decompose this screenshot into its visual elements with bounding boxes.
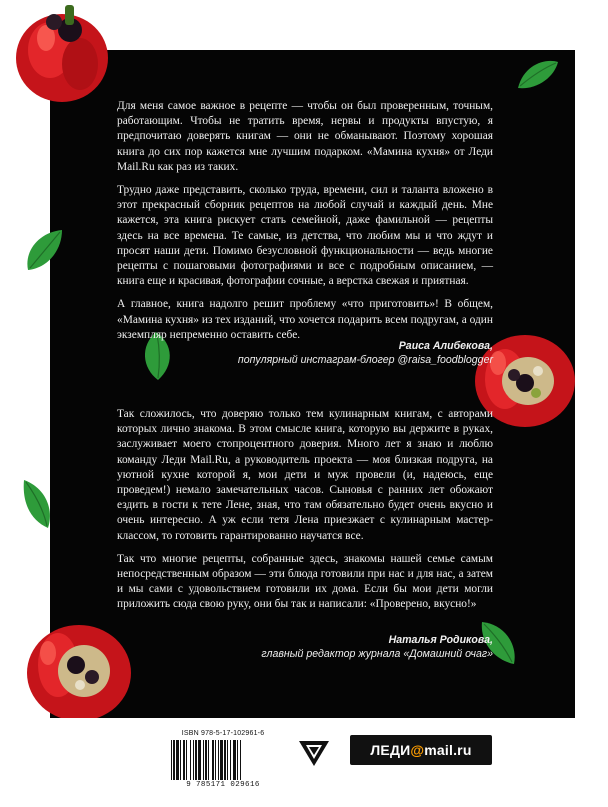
barcode-bar xyxy=(190,740,191,780)
barcode-bar xyxy=(171,740,172,780)
barcode-digits: 9 785171 029616 xyxy=(186,781,260,789)
author-title: популярный инстаграм-блогер @raisa_foodblogger xyxy=(237,354,493,366)
barcode-bar xyxy=(224,740,226,780)
stuffed-pepper-icon xyxy=(10,0,115,110)
barcode-bar xyxy=(186,740,187,780)
barcode-bar xyxy=(237,740,238,780)
barcode-bar xyxy=(198,740,201,780)
barcode xyxy=(165,730,281,792)
barcode-bar xyxy=(215,740,216,780)
review-signature xyxy=(238,339,493,367)
barcode-bar xyxy=(220,740,223,780)
stuffed-pepper-icon xyxy=(22,615,137,727)
review-paragraph: Трудно даже представить, сколько труда, времени, сил и таланта вложено в этот прекрасный сборник рецептов на любой случай и каждый день. Мне кажется, эта книга рискует стать семейной, даже фамильной — рецепты здесь на все времена. Те самые, из детства, что любим мы и что ждут и просят наши дети. Помимо безусловной функциональности — ведь многие рецепты с пошаговыми фотографиями и все с подробным описанием, — книга еще и красивая, фотографии сочные, а верстка свежая и приятная. xyxy=(117,184,493,288)
barcode-bar xyxy=(193,740,194,780)
isbn-label: ISBN 978-5-17-102961-6 xyxy=(181,730,265,737)
barcode-bar xyxy=(173,740,175,780)
barcode-bar xyxy=(212,740,214,780)
brand-logo xyxy=(350,735,492,765)
barcode-bar xyxy=(176,740,179,780)
barcode-bar xyxy=(240,740,241,780)
barcode-bar xyxy=(183,740,185,780)
barcode-bar xyxy=(195,740,197,780)
barcode-bar xyxy=(205,740,207,780)
basil-leaf-icon xyxy=(24,228,64,272)
author-name: Раиса Алибекова, xyxy=(398,340,493,352)
barcode-bar xyxy=(218,740,219,780)
review-text-block xyxy=(117,99,493,351)
review-signature xyxy=(261,633,493,661)
barcode-bar xyxy=(230,740,231,780)
brand-prefix: ЛЕДИ xyxy=(370,742,411,758)
basil-leaf-icon xyxy=(516,58,560,92)
author-title: главный редактор журнала «Домашний очаг» xyxy=(261,648,493,660)
review-paragraph: А главное, книга надолго решит проблему «что приготовить»! В общем, «Мамина кухня» из тех изданий, что хочется подарить всем подругам, а один экземпляр непременно оставить себе. xyxy=(117,298,493,341)
author-name: Наталья Родикова, xyxy=(388,634,493,646)
v-triangle-icon xyxy=(297,738,331,768)
barcode-bar xyxy=(203,740,204,780)
review-text-block xyxy=(117,407,493,621)
brand-suffix: mail.ru xyxy=(424,742,472,758)
review-paragraph: Для меня самое важное в рецепте — чтобы он был проверенным, точным, работающим. Чтобы не тратить время, нервы и продукты впустую, я предпочитаю доверять книгам — они не обманывают. Поэтому хорошая книга до сих пор кажется мне лучшим подарком. «Мамина кухня» от Леди Mail.Ru как раз из таких. xyxy=(117,100,493,173)
review-paragraph: Так сложилось, что доверяю только тем кулинарным книгам, с авторами которых лично знакома. В этом смысле книга, которую вы держите в руках, заслуживает моего стопроцентного доверия. Много лет я знаю и люблю команду Леди Mail.Ru, а руководитель проекта — моя близкая подруга, на уютной кухне которой я, мои дети и муж провели (и, надеюсь, еще проведем!) немало замечательных часов. Сыновья с ранних лет обожают ездить в гости к тете Лене, зная, что там обязательно будет очень вкусно и очень интересно. А уж если тетя Лена приезжает с кулинарным мастер-классом, то готовить гарантированно научатся все. xyxy=(117,408,493,542)
barcode-bar xyxy=(208,740,209,780)
barcode-bar xyxy=(227,740,228,780)
barcode-bar xyxy=(180,740,181,780)
basil-leaf-icon xyxy=(20,478,54,530)
barcode-bar xyxy=(233,740,236,780)
brand-at: @ xyxy=(410,742,425,758)
review-paragraph: Так что многие рецепты, собранные здесь, знакомы нашей семье самым непосредственным образом — эти блюда готовили при нас и для нас, а затем и мы сами с удовольствием готовили их дома. Если бы мои дети могли приложить сюда свою руку, они бы так и написали: «Проверено, вкусно!» xyxy=(117,552,493,611)
barcode-bars xyxy=(169,740,277,780)
